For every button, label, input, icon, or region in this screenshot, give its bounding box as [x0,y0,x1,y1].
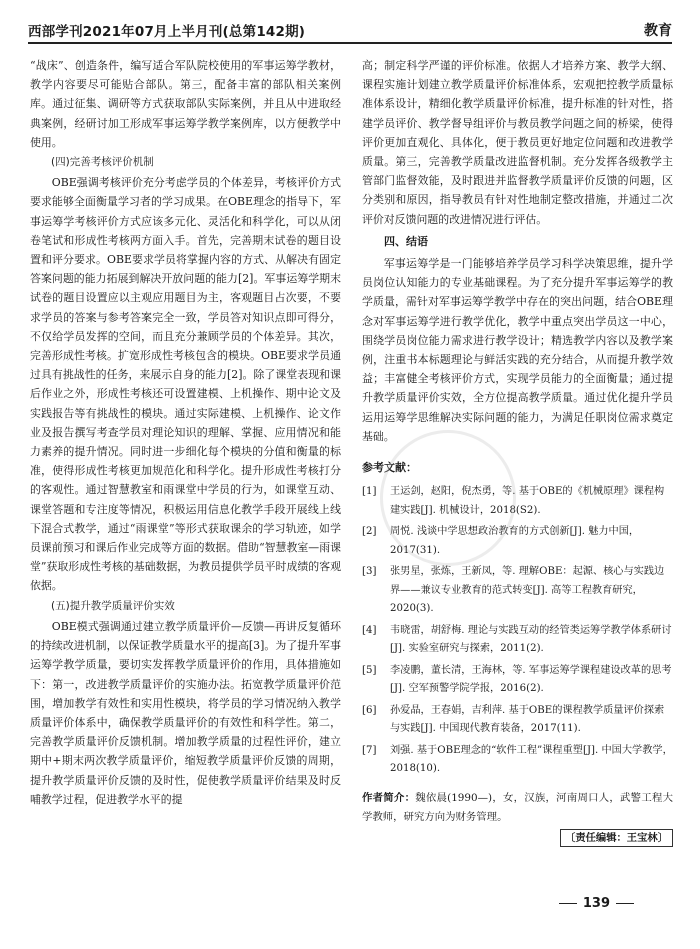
reference-text: 孙爱晶，王春娟，吉利萍. 基于OBE的课程教学质量评价探索与实践[J]. 中国现代教育装备，2017(11). [390,704,665,735]
reference-item [362,483,673,520]
reference-item [362,563,673,619]
journal-title: 西部学刊2021年07月上半月刊(总第142期) [28,24,306,40]
reference-number: [5] [362,664,377,676]
responsible-editor [362,829,673,848]
left-column [30,56,341,809]
reference-number: [2] [362,526,377,538]
reference-text: 刘强. 基于OBE理念的“软件工程”课程重塑[J]. 中国大学教学，2018(10). [390,744,673,775]
references-heading: 参考文献： [362,461,417,475]
section-heading: 四、结语 [384,234,428,248]
reference-item [362,662,673,699]
reference-item [362,622,673,659]
page-number [553,896,640,911]
subheading: (五)提升教学质量评价实效 [51,599,175,612]
author-bio-label: 作者简介： [362,791,416,804]
dash-right [616,903,634,904]
reference-text: 周悦. 浅谈中学思想政治教育的方式创新[J]. 魅力中国，2017(31). [390,526,640,556]
reference-text: 李凌鹏，董长清，王海林，等. 军事运筹学课程建设改革的思考[J]. 空军预警学院学报，2016(2). [390,664,672,695]
subheading: (四)完善考核评价机制 [51,156,154,169]
section-label: 教育 [644,23,672,39]
paragraph: “战床”、创造条件，编写适合军队院校使用的军事运筹学教材，教学内容要尽可能贴合部队。第三，配备丰富的部队相关案例库。通过征集、调研等方式获取部队实际案例，并且从中进取经典案例，经研讨加工形成军事运筹学教学案例库，以方便教学中使用。 [30,59,341,149]
reference-number: [1] [362,486,377,498]
reference-number: [4] [362,624,377,636]
page-header [28,14,672,44]
reference-number: [6] [362,704,377,716]
reference-text: 张男星，张炼，王新凤，等. 理解OBE：起源、核心与实践边界——兼议专业教育的范式转变[J]. 高等工程教育研究，2020(3). [390,566,665,615]
author-bio [362,789,673,827]
reference-number: [3] [362,566,377,578]
page-number-text: 139 [582,896,610,911]
editor-label: 〔责任编辑：王宝林〕 [560,829,673,847]
paragraph: OBE模式强调通过建立教学质量评价—反馈—再讲反复循环的持续改进机制，以保证教学质量水平的提高[3]。为了提升军事运筹学教学质量，要切实发挥教学质量评价的作用，具体措施如下：第一，改进教学质量评价的实施办法。拓宽教学质量评价范围，增加教学有效性和实用性模块，将学员的学习情况纳入教学质量评价体系中，确保教学质量评价的有效性和科学性。第二，完善教学质量评价反馈机制。增加教学质量的过程性评价，建立期中+期末两次教学质量评价，缩短教学质量评价反馈的周期，提升教学质量评价反馈的及时性，促使教学质量评价结果及时反哺教学过程，促进教学水平的提 [30,619,341,806]
dash-left [559,903,577,904]
reference-number: [7] [362,744,377,756]
reference-item [362,702,673,739]
author-bio-text: 魏依晨(1990—)，女，汉族，河南周口人，武警工程大学教师，研究方向为财务管理。 [362,791,673,823]
paragraph: 高；制定科学严谨的评价标准。依据人才培养方案、教学大纲、课程实施计划建立教学质量评价标准体系，宏观把控教学质量标准体系设计，精细化教学质量评价标准，提升标准的针对性，搭建学员评价、教学督导组评价与教员教学问题之间的桥梁，使得评价更加直观化、具体化，便于教员更好地定位问题和改进教学质量。第三，完善教学质量改进监督机制。充分发挥各级教学主管部门监督效能，及时跟进并监督教学质量评价反馈的问题，区分类别和原因，指导教员有针对性地制定整改措施，并通过二次评价对反馈问题的改进情况进行评估。 [362,59,673,226]
reference-text: 王运剑，赵阳，倪杰勇，等. 基于OBE的《机械原理》课程构建实践[J]. 机械设计，2018(S2). [390,486,665,516]
right-column [362,56,673,848]
reference-item [362,523,673,560]
reference-text: 韦晓雷，胡舒梅. 理论与实践互动的经管类运筹学教学体系研讨[J]. 实验室研究与探索，2011(2). [390,624,672,655]
paragraph: 军事运筹学是一门能够培养学员学习科学决策思维，提升学员岗位认知能力的专业基础课程。为了充分提升军事运筹学的教学质量，需针对军事运筹学教学中存在的突出问题，结合OBE理念对军事运筹学进行教学优化，教学中重点突出学员这一中心，围绕学员岗位能力需求进行教学设计；精选教学内容以及教学案例，注重书本标题理论与鲜活实践的充分结合，从而提升教学效益；丰富健全考核评价方式，实现学员能力的全面衡量；通过提升教学质量评价实效，全方位提高教学质量。通过优化提升学员运用运筹学思维解决实际问题的能力，为满足任职岗位需求奠定基础。 [362,257,673,443]
reference-list [362,483,673,779]
reference-item [362,742,673,779]
paragraph: OBE强调考核评价充分考虑学员的个体差异，考核评价方式要求能够全面衡量学习者的学习成果。在OBE理念的指导下，军事运筹学考核评价方式应该多元化、灵活化和科学化，可以从闭卷笔试和形成性考核两方面入手。首先，完善期末试卷的题目设置和评分要求。OBE要求学员将掌握内容的方式、从解决有固定答案问题的能力拓展到解决开放问题的能力[2]。军事运筹学期末试卷的题目设置应以主观应用题目为主，客观题目占次要，不要求学员的答案与参考答案完全一致，学员答对知识点即可得分，不仅给学员发挥的空间，而且充分兼顾学员的个体差异。其次，完善形成性考核。扩宽形成性考核包含的模块。OBE要求学员通过具有挑战性的任务，来展示自身的能力[2]。除了课堂表现和课后作业之外，形成性考核还可设置建模、上机操作、期中论文及实践报告等有挑战性的模块。通过实际建模、上机操作、论文作业及报告撰写考查学员对理论知识的理解、掌握、应用情况和能力素养的提升情况。同时进一步细化每个模块的分值和衡量的标准，使得形成性考核更加规范化和科学化。提升形成性考核打分的客观性。通过智慧教室和雨课堂中学员的行为，如课堂互动、课堂答题和专注度等情况，积极运用信息化教学手段开展线上线下混合式教学，通过“雨课堂”等形式获取课余的学习轨迹，如学员课前预习和课后作业完成等方面的数据。借助“智慧教室—雨课堂”获取形成性考核的基础数据，为教员提供学员平时成绩的客观依据。 [30,176,341,593]
